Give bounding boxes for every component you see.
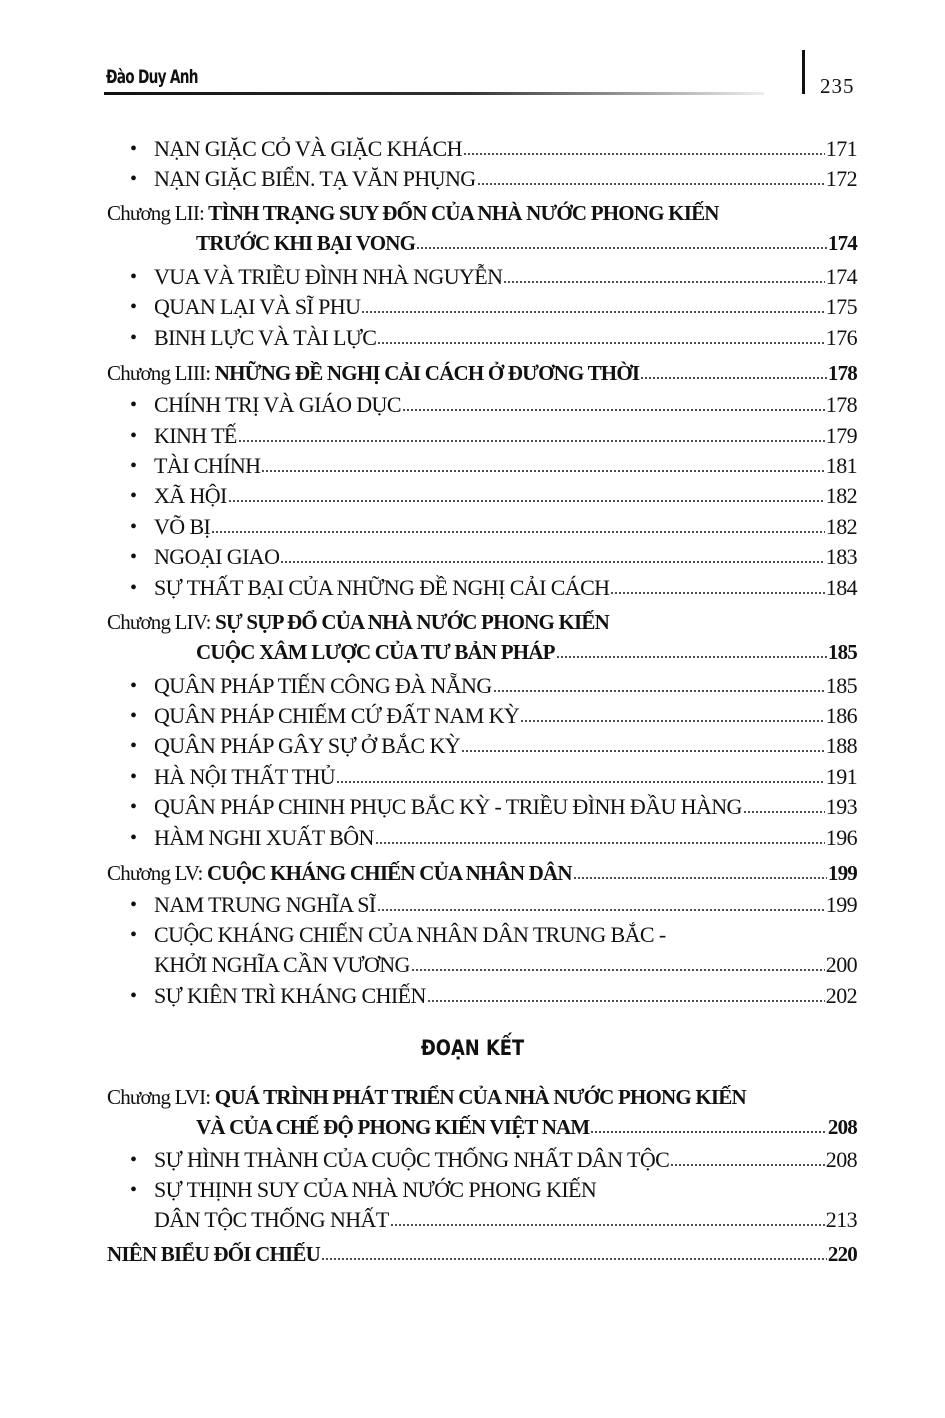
entry-title: SỰ THẤT BẠI CỦA NHỮNG ĐỀ NGHỊ CẢI CÁCH — [154, 575, 610, 600]
header-divider — [802, 50, 805, 94]
dot-leader — [336, 780, 825, 784]
chapter-heading[interactable] — [107, 860, 857, 886]
dot-leader — [590, 1130, 826, 1134]
entry-title: BINH LỰC VÀ TÀI LỰC — [154, 325, 377, 350]
dot-leader — [520, 719, 825, 723]
bullet-icon: • — [130, 1179, 138, 1201]
running-header-author: Đào Duy Anh — [106, 66, 198, 88]
entry-title: NIÊN BIỂU ĐỐI CHIẾU — [107, 1242, 320, 1266]
dot-leader — [280, 560, 824, 564]
entry-page: 208 — [827, 1115, 857, 1139]
toc-entry[interactable] — [154, 166, 857, 192]
entry-page: 174 — [827, 231, 857, 255]
toc-entry[interactable] — [154, 264, 857, 290]
toc-entry[interactable] — [154, 794, 857, 820]
entry-page: 196 — [825, 825, 857, 850]
entry-page: 183 — [825, 544, 857, 569]
chapter-title: TRƯỚC KHI BẠI VONG — [196, 231, 416, 255]
dot-leader — [321, 1257, 827, 1261]
entry-page: 178 — [827, 361, 857, 385]
toc-entry[interactable] — [154, 1147, 857, 1173]
chapter-heading-cont[interactable] — [196, 230, 857, 256]
bullet-icon: • — [130, 168, 138, 190]
dot-leader — [461, 749, 825, 753]
dot-leader — [377, 908, 825, 912]
bullet-icon: • — [130, 985, 138, 1007]
dot-leader — [743, 810, 825, 814]
entry-page: 200 — [825, 952, 857, 977]
entry-page: 182 — [825, 514, 857, 539]
entry-title: NẠN GIẶC BIỂN. TẠ VĂN PHỤNG — [154, 166, 476, 191]
toc-entry[interactable] — [154, 544, 857, 570]
chapter-label: Chương LVI: — [107, 1085, 211, 1109]
entry-page: 178 — [825, 392, 857, 417]
chapter-title: VÀ CỦA CHẾ ĐỘ PHONG KIẾN VIỆT NAM — [196, 1115, 590, 1139]
entry-title: NGOẠI GIAO — [154, 544, 280, 569]
entry-title: DÂN TỘC THỐNG NHẤT — [154, 1207, 389, 1232]
chapter-title: QUÁ TRÌNH PHÁT TRIỂN CỦA NHÀ NƯỚC PHONG KIẾN — [214, 1085, 746, 1109]
bullet-icon: • — [130, 138, 138, 160]
entry-page: 208 — [825, 1147, 857, 1172]
entry-page: 193 — [825, 794, 857, 819]
entry-page: 188 — [825, 733, 857, 758]
toc-entry[interactable] — [154, 453, 857, 479]
entry-page: 179 — [825, 423, 857, 448]
entry-title: KHỞI NGHĨA CẦN VƯƠNG — [154, 952, 410, 977]
entry-title: SỰ KIÊN TRÌ KHÁNG CHIẾN — [154, 983, 426, 1008]
entry-page: 171 — [825, 136, 857, 161]
entry-title: SỰ HÌNH THÀNH CỦA CUỘC THỐNG NHẤT DÂN TỘC — [154, 1147, 670, 1172]
chapter-label: Chương LIII: — [107, 361, 211, 385]
toc-entry[interactable] — [154, 483, 857, 509]
bullet-icon: • — [130, 266, 138, 288]
toc-entry[interactable] — [154, 423, 857, 449]
dot-leader — [503, 280, 824, 284]
toc-entry[interactable] — [154, 136, 857, 162]
entry-title: KINH TẾ — [154, 423, 237, 448]
dot-leader — [211, 530, 825, 534]
entry-page: 199 — [827, 861, 857, 885]
toc-entry[interactable] — [154, 673, 857, 699]
chapter-title: SỰ SỤP ĐỔ CỦA NHÀ NƯỚC PHONG KIẾN — [215, 610, 609, 634]
entry-title: QUAN LẠI VÀ SĨ PHU — [154, 294, 361, 319]
bullet-icon: • — [130, 296, 138, 318]
dot-leader — [261, 469, 824, 473]
dot-leader — [416, 246, 827, 250]
bullet-icon: • — [130, 516, 138, 538]
dot-leader — [427, 999, 825, 1003]
dot-leader — [493, 689, 825, 693]
chapter-heading[interactable] — [107, 1084, 746, 1110]
dot-leader — [238, 439, 825, 443]
toc-entry[interactable] — [154, 733, 857, 759]
toc-entry[interactable] — [154, 764, 857, 790]
entry-page: 220 — [827, 1242, 857, 1266]
entry-page: 181 — [825, 453, 857, 478]
bullet-icon: • — [130, 894, 138, 916]
chapter-title: CUỘC KHÁNG CHIẾN CỦA NHÂN DÂN — [207, 861, 572, 885]
entry-page: 174 — [825, 264, 857, 289]
bullet-icon: • — [130, 327, 138, 349]
header-rule — [104, 92, 764, 95]
toc-entry[interactable] — [154, 703, 857, 729]
dot-leader — [377, 341, 824, 345]
dot-leader — [361, 310, 824, 314]
dot-leader — [463, 152, 825, 156]
entry-page: 182 — [825, 483, 857, 508]
toc-entry[interactable] — [154, 325, 857, 351]
entry-title: VÕ BỊ — [154, 514, 211, 539]
entry-page: 184 — [825, 575, 857, 600]
toc-entry[interactable] — [154, 892, 857, 918]
chapter-heading-cont[interactable] — [196, 639, 857, 665]
entry-page: 172 — [825, 166, 857, 191]
toc-entry[interactable] — [154, 952, 857, 978]
bullet-icon: • — [130, 485, 138, 507]
dot-leader — [390, 1223, 825, 1227]
chapter-label: Chương LII: — [107, 201, 205, 225]
toc-entry[interactable] — [154, 392, 857, 418]
bullet-icon: • — [130, 425, 138, 447]
bullet-icon: • — [130, 705, 138, 727]
entry-page: 175 — [825, 294, 857, 319]
dot-leader — [402, 408, 825, 412]
entry-page: 185 — [827, 640, 857, 664]
toc-entry-line1[interactable]: CUỘC KHÁNG CHIẾN CỦA NHÂN DÂN TRUNG BẮC - — [154, 922, 666, 947]
bullet-icon: • — [130, 735, 138, 757]
toc-entry[interactable] — [154, 1207, 857, 1233]
dot-leader — [228, 499, 825, 503]
toc-entry[interactable] — [154, 294, 857, 320]
bullet-icon: • — [130, 577, 138, 599]
chapter-heading[interactable] — [107, 200, 719, 226]
toc-entry[interactable] — [154, 983, 857, 1009]
chapter-heading[interactable] — [107, 360, 857, 386]
entry-page: 185 — [825, 673, 857, 698]
dot-leader — [573, 876, 827, 880]
chapter-title: TÌNH TRẠNG SUY ĐỐN CỦA NHÀ NƯỚC PHONG KIẾN — [208, 201, 719, 225]
toc-entry-line1[interactable]: SỰ THỊNH SUY CỦA NHÀ NƯỚC PHONG KIẾN — [154, 1177, 597, 1202]
entry-title: QUÂN PHÁP TIẾN CÔNG ĐÀ NẴNG — [154, 673, 492, 698]
entry-title: XÃ HỘI — [154, 483, 227, 508]
chapter-label: Chương LIV: — [107, 610, 211, 634]
chapter-label: Chương LV: — [107, 861, 203, 885]
entry-title: QUÂN PHÁP CHINH PHỤC BẮC KỲ - TRIỀU ĐÌNH ĐẦU HÀNG — [154, 794, 742, 819]
section-heading: ĐOẠN KẾT — [420, 1036, 525, 1060]
entry-page: 202 — [825, 983, 857, 1008]
dot-leader — [375, 841, 825, 845]
entry-title: HÀ NỘI THẤT THỦ — [154, 764, 336, 789]
bullet-icon: • — [130, 766, 138, 788]
dot-leader — [556, 655, 827, 659]
entry-page: 176 — [825, 325, 857, 350]
bullet-icon: • — [130, 796, 138, 818]
entry-title: NẠN GIẶC CỎ VÀ GIẶC KHÁCH — [154, 136, 462, 161]
toc-entry[interactable] — [154, 514, 857, 540]
entry-title: TÀI CHÍNH — [154, 453, 261, 478]
dot-leader — [670, 1163, 825, 1167]
entry-title: VUA VÀ TRIỀU ĐÌNH NHÀ NGUYỄN — [154, 264, 503, 289]
bullet-icon: • — [130, 1149, 138, 1171]
dot-leader — [640, 376, 827, 380]
dot-leader — [477, 182, 825, 186]
entry-page: 191 — [825, 764, 857, 789]
entry-title: QUÂN PHÁP CHIẾM CỨ ĐẤT NAM KỲ — [154, 703, 520, 728]
toc-entry[interactable] — [154, 825, 857, 851]
chapter-heading[interactable] — [107, 609, 609, 635]
entry-page: 199 — [825, 892, 857, 917]
entry-title: NAM TRUNG NGHĨA SĨ — [154, 892, 376, 917]
bullet-icon: • — [130, 455, 138, 477]
bullet-icon: • — [130, 675, 138, 697]
bullet-icon: • — [130, 924, 138, 946]
entry-page: 213 — [825, 1207, 857, 1232]
chapter-title: CUỘC XÂM LƯỢC CỦA TƯ BẢN PHÁP — [196, 640, 555, 664]
chapter-title: NHỮNG ĐỀ NGHỊ CẢI CÁCH Ở ĐƯƠNG THỜI — [214, 361, 640, 385]
chapter-heading-cont[interactable] — [196, 1114, 857, 1140]
bullet-icon: • — [130, 827, 138, 849]
entry-page: 186 — [825, 703, 857, 728]
bullet-icon: • — [130, 546, 138, 568]
page-number: 235 — [820, 74, 855, 98]
toc-entry[interactable] — [154, 575, 857, 601]
dot-leader — [610, 591, 824, 595]
dot-leader — [411, 968, 825, 972]
appendix-entry[interactable] — [107, 1241, 857, 1267]
entry-title: CHÍNH TRỊ VÀ GIÁO DỤC — [154, 392, 401, 417]
entry-title: QUÂN PHÁP GÂY SỰ Ở BẮC KỲ — [154, 733, 461, 758]
entry-title: HÀM NGHI XUẤT BÔN — [154, 825, 374, 850]
bullet-icon: • — [130, 394, 138, 416]
